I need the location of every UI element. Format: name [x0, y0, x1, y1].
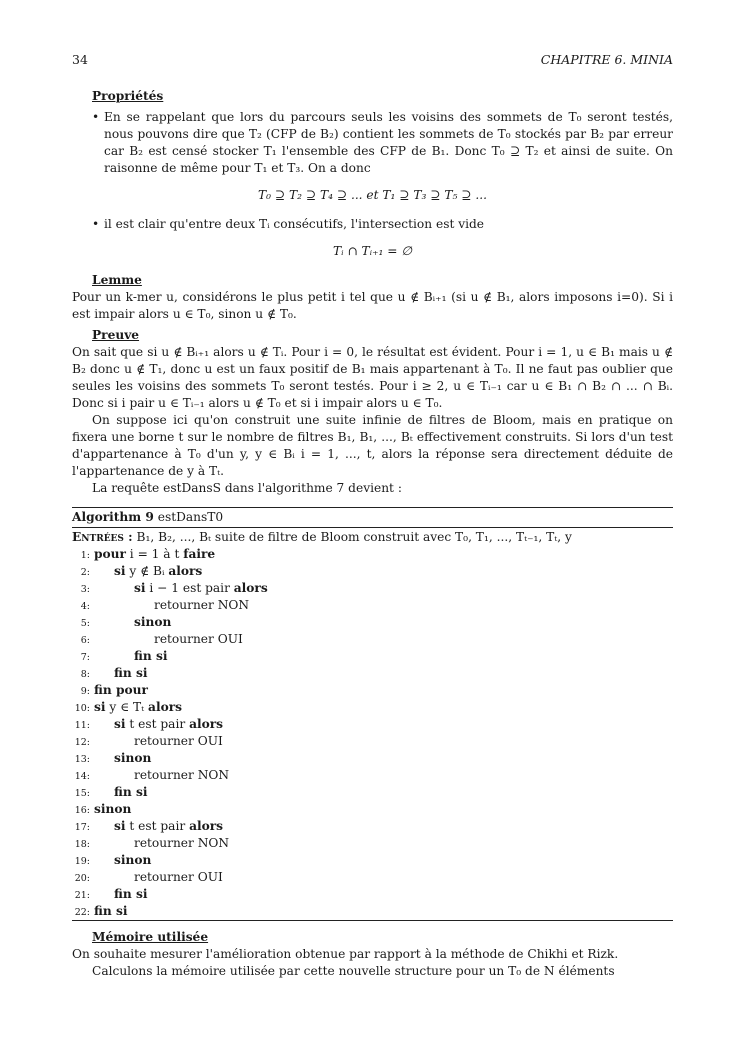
algorithm-line	[72, 818, 673, 835]
algorithm-line	[72, 546, 673, 563]
algorithm-lines	[72, 546, 673, 920]
keyword: alors	[233, 581, 268, 595]
statement: retourner NON	[134, 768, 230, 782]
algorithm-label: Algorithm 9	[72, 510, 154, 524]
equation-intersection: Tᵢ ∩ Tᵢ₊₁ = ∅	[332, 244, 413, 258]
statement: y ∈ Tₜ	[105, 700, 149, 714]
line-code	[134, 580, 268, 597]
algorithm-line	[72, 835, 673, 852]
line-code	[114, 716, 223, 733]
inputs-text: B₁, B₂, ..., Bₜ suite de filtre de Bloom construit avec T₀, T₁, ..., Tₜ₋₁, Tₜ, y	[136, 530, 572, 544]
line-code	[134, 614, 171, 631]
line-number: 12:	[74, 737, 90, 748]
proprietes-bullet-2: • il est clair qu'entre deux Tᵢ consécutifs, l'intersection est vide	[104, 216, 673, 233]
algorithm-line	[72, 852, 673, 869]
algorithm-name: estDansT0	[157, 510, 224, 524]
line-number: 7:	[80, 652, 90, 663]
keyword: sinon	[134, 615, 172, 629]
algorithm-line	[72, 563, 673, 580]
algorithm-line	[72, 886, 673, 903]
keyword: alors	[148, 700, 182, 714]
statement: t est pair	[125, 819, 190, 833]
line-code	[94, 801, 131, 818]
algorithm-inputs	[72, 528, 673, 546]
algorithm-box	[72, 507, 673, 921]
algorithm-line	[72, 716, 673, 733]
section-proprietes-title: Propriétés	[92, 89, 164, 103]
chapter-title: CHAPITRE 6. MINIA	[540, 52, 673, 67]
line-code	[114, 852, 151, 869]
keyword: pour	[94, 547, 126, 561]
algorithm-line	[72, 784, 673, 801]
algorithm-line	[72, 614, 673, 631]
keyword: alors	[189, 717, 224, 731]
keyword: fin pour	[94, 683, 148, 697]
algorithm-line	[72, 801, 673, 818]
line-code	[134, 648, 167, 665]
proprietes-bullet-1: • En se rappelant que lors du parcours seuls les voisins des sommets de T₀ seront testés, nous pouvons dire que T₂ (CFP de B₂) contient les sommets de T₀ stockés par B₂ par erreur car B₂ est censé stocker T₁ l'ensemble des CFP de B₁. Donc T₀ ⊇ T₂ et ainsi de suite. On raisonne de même pour T₁ et T₃. On a donc	[104, 109, 673, 177]
proprietes-list	[72, 109, 673, 177]
body-content	[72, 88, 673, 980]
line-number: 2:	[80, 567, 90, 578]
keyword: fin si	[134, 649, 168, 663]
line-number: 5:	[80, 618, 90, 629]
algorithm-line	[72, 665, 673, 682]
preuve-paragraph-1: On sait que si u ∉ Bᵢ₊₁ alors u ∉ Tᵢ. Pour i = 0, le résultat est évident. Pour i = 1, u ∈ B₁ mais u ∉ B₂ donc u ∉ T₁, donc u est un faux positif de B₁ mais appartenant à T₀. Il ne faut pas oublier que seules les voisins des sommets T₀ seront testés. Pour i ≥ 2, u ∈ Tᵢ₋₁ car u ∈ B₁ ∩ B₂ ∩ ... ∩ Bᵢ. Donc si i pair u ∈ Tᵢ₋₁ alors u ∉ T₀ et si i impair alors u ∈ T₀.	[72, 345, 673, 410]
line-code	[114, 886, 147, 903]
preuve-paragraph-2: On suppose ici qu'on construit une suite infinie de filtres de Bloom, mais en pratique on fixera une borne t sur le nombre de filtres B₁, B₁, ..., Bₜ effectivement construits. Si lors d'un test d'appartenance à T₀ d'un y, y ∈ Bᵢ i = 1, ..., t, alors la réponse sera directement déduite de l'appartenance de y à Tₜ.	[72, 413, 673, 478]
line-number: 1:	[80, 550, 90, 561]
line-number: 11:	[74, 720, 90, 731]
keyword: fin si	[114, 666, 148, 680]
algorithm-line	[72, 699, 673, 716]
keyword: si	[114, 564, 126, 578]
keyword: si	[114, 819, 126, 833]
statement: i − 1 est pair	[145, 581, 234, 595]
memoire-paragraph-2: Calculons la mémoire utilisée par cette nouvelle structure pour un T₀ de N éléments	[92, 964, 615, 978]
section-memoire-title: Mémoire utilisée	[92, 930, 209, 944]
keyword: faire	[183, 547, 216, 561]
inputs-label: Entrées :	[72, 530, 133, 544]
line-code	[114, 818, 223, 835]
line-code	[94, 682, 148, 699]
equation-chain: T₀ ⊇ T₂ ⊇ T₄ ⊇ ... et T₁ ⊇ T₃ ⊇ T₅ ⊇ ...	[258, 188, 487, 202]
keyword: sinon	[114, 853, 152, 867]
lemme-text: Pour un k-mer u, considérons le plus petit i tel que u ∉ Bᵢ₊₁ (si u ∉ B₁, alors imposons i=0). Si i est impair alors u ∈ T₀, sinon u ∉ T₀.	[72, 290, 673, 321]
statement: retourner OUI	[134, 734, 223, 748]
keyword: alors	[168, 564, 203, 578]
line-number: 21:	[74, 890, 90, 901]
preuve-paragraph-3: La requête estDansS dans l'algorithme 7 devient :	[92, 481, 402, 495]
line-code	[134, 733, 223, 750]
line-number: 20:	[74, 873, 90, 884]
algorithm-line	[72, 750, 673, 767]
section-preuve-title: Preuve	[92, 328, 140, 342]
statement: retourner NON	[134, 836, 230, 850]
algorithm-caption	[72, 508, 673, 528]
algorithm-line	[72, 903, 673, 920]
keyword: fin si	[114, 785, 148, 799]
line-number: 8:	[80, 669, 90, 680]
algorithm-line	[72, 648, 673, 665]
line-code	[94, 699, 182, 716]
keyword: si	[94, 700, 106, 714]
line-number: 18:	[74, 839, 90, 850]
algorithm-line	[72, 682, 673, 699]
section-lemme-title: Lemme	[92, 273, 142, 287]
line-code	[154, 597, 249, 614]
algorithm-line	[72, 580, 673, 597]
line-number: 3:	[80, 584, 90, 595]
algorithm-line	[72, 869, 673, 886]
line-number: 14:	[74, 771, 90, 782]
line-number: 15:	[74, 788, 90, 799]
line-code	[114, 784, 147, 801]
line-number: 9:	[80, 686, 90, 697]
line-code	[134, 869, 223, 886]
line-code	[114, 563, 202, 580]
line-number: 6:	[80, 635, 90, 646]
line-number: 19:	[74, 856, 90, 867]
algorithm-line	[72, 631, 673, 648]
algorithm-line	[72, 767, 673, 784]
page-number: 34	[72, 52, 88, 67]
statement: y ∉ Bᵢ	[125, 564, 169, 578]
keyword: fin si	[114, 887, 148, 901]
line-number: 10:	[74, 703, 90, 714]
algorithm-line	[72, 597, 673, 614]
line-number: 13:	[74, 754, 90, 765]
statement: retourner NON	[154, 598, 250, 612]
keyword: sinon	[114, 751, 152, 765]
statement: retourner OUI	[154, 632, 243, 646]
keyword: si	[134, 581, 146, 595]
statement: retourner OUI	[134, 870, 223, 884]
line-number: 17:	[74, 822, 90, 833]
line-number: 16:	[74, 805, 90, 816]
line-number: 22:	[74, 907, 90, 918]
line-code	[94, 546, 215, 563]
line-code	[114, 665, 147, 682]
line-code	[114, 750, 151, 767]
keyword: sinon	[94, 802, 132, 816]
memoire-paragraph-1: On souhaite mesurer l'amélioration obtenue par rapport à la méthode de Chikhi et Rizk.	[72, 947, 619, 961]
line-code	[154, 631, 243, 648]
statement: t est pair	[125, 717, 190, 731]
algorithm-line	[72, 733, 673, 750]
keyword: fin si	[94, 904, 128, 918]
keyword: alors	[189, 819, 224, 833]
line-code	[94, 903, 127, 920]
proprietes-list-2	[72, 216, 673, 233]
line-number: 4:	[80, 601, 90, 612]
keyword: si	[114, 717, 126, 731]
line-code	[134, 835, 229, 852]
statement: i = 1 à t	[125, 547, 184, 561]
line-code	[134, 767, 229, 784]
